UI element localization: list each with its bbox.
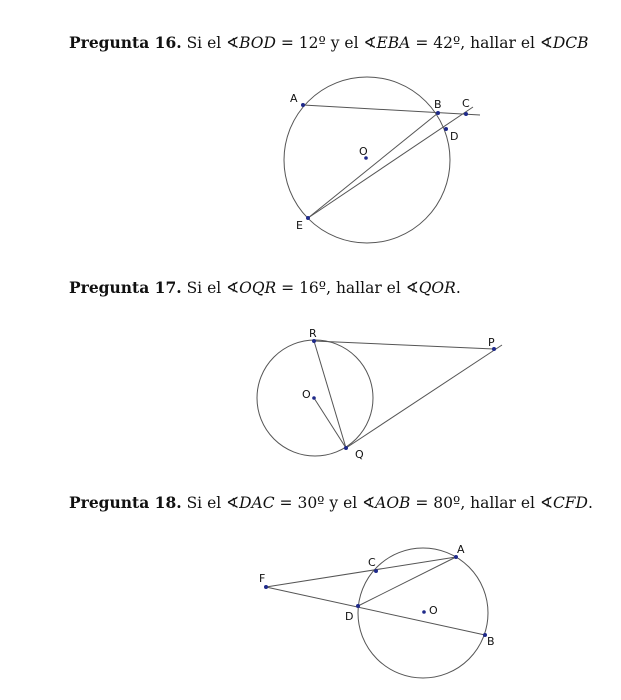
- point-O: [312, 396, 316, 400]
- point-B: [436, 111, 440, 115]
- label-C: C: [462, 97, 470, 110]
- figure-16: [284, 77, 480, 243]
- label-O: O: [359, 145, 368, 158]
- label-D: D: [345, 610, 354, 623]
- point-F: [264, 585, 268, 589]
- question-text: Si el ∢: [186, 279, 240, 297]
- given-angle: OQR: [239, 279, 277, 297]
- given-value: = 30º: [279, 494, 325, 512]
- given-value: = 12º: [280, 34, 326, 52]
- line-A-C: [303, 105, 480, 115]
- label-P: P: [488, 336, 495, 349]
- question-title: Pregunta 18.: [69, 493, 182, 512]
- label-D: D: [450, 130, 459, 143]
- given-value: = 80º: [415, 494, 461, 512]
- given-angle: EBA: [376, 34, 411, 52]
- question-text: , hallar el ∢: [460, 494, 553, 512]
- label-R: R: [309, 327, 317, 340]
- line-R-P: [314, 341, 494, 349]
- line-O-Q: [314, 398, 346, 448]
- point-C: [464, 112, 468, 116]
- figure-18: [266, 548, 488, 678]
- label-F: F: [259, 572, 266, 585]
- line-F-A: [266, 557, 456, 587]
- label-Q: Q: [355, 448, 364, 461]
- question-text: , hallar el ∢: [326, 279, 419, 297]
- find-angle: QOR: [418, 279, 456, 297]
- given-angle: BOD: [239, 34, 276, 52]
- question-text: Si el ∢: [186, 34, 240, 52]
- label-B: B: [487, 635, 495, 648]
- question-text: Si el ∢: [186, 494, 240, 512]
- label-O: O: [302, 388, 311, 401]
- label-B: B: [434, 98, 442, 111]
- label-C: C: [368, 556, 376, 569]
- given-angle: DAC: [239, 494, 275, 512]
- question-title: Pregunta 17.: [69, 278, 182, 297]
- question-text: , hallar el ∢: [460, 34, 553, 52]
- question-title: Pregunta 16.: [69, 33, 182, 52]
- point-O: [422, 610, 426, 614]
- point-D: [444, 127, 448, 131]
- question-end: .: [455, 279, 461, 297]
- line-R-Q: [314, 341, 346, 448]
- point-C: [374, 569, 378, 573]
- figure-17: [257, 340, 502, 456]
- question-end: .: [587, 494, 593, 512]
- find-angle: DCB: [552, 34, 589, 52]
- question-text: y el ∢: [324, 494, 376, 512]
- label-E: E: [296, 219, 303, 232]
- question-text: y el ∢: [325, 34, 377, 52]
- point-A: [301, 103, 305, 107]
- given-angle: AOB: [375, 494, 411, 512]
- find-angle: CFD: [552, 494, 588, 512]
- given-value: = 42º: [415, 34, 461, 52]
- label-A: A: [457, 543, 465, 556]
- line-E-C: [308, 107, 473, 218]
- point-Q: [344, 446, 348, 450]
- line-F-B: [266, 587, 485, 635]
- label-O: O: [429, 604, 438, 617]
- label-A: A: [290, 92, 298, 105]
- line-E-B: [308, 113, 438, 218]
- line-Q-P: [346, 345, 502, 448]
- point-D: [356, 604, 360, 608]
- point-E: [306, 216, 310, 220]
- given-value: = 16º: [281, 279, 327, 297]
